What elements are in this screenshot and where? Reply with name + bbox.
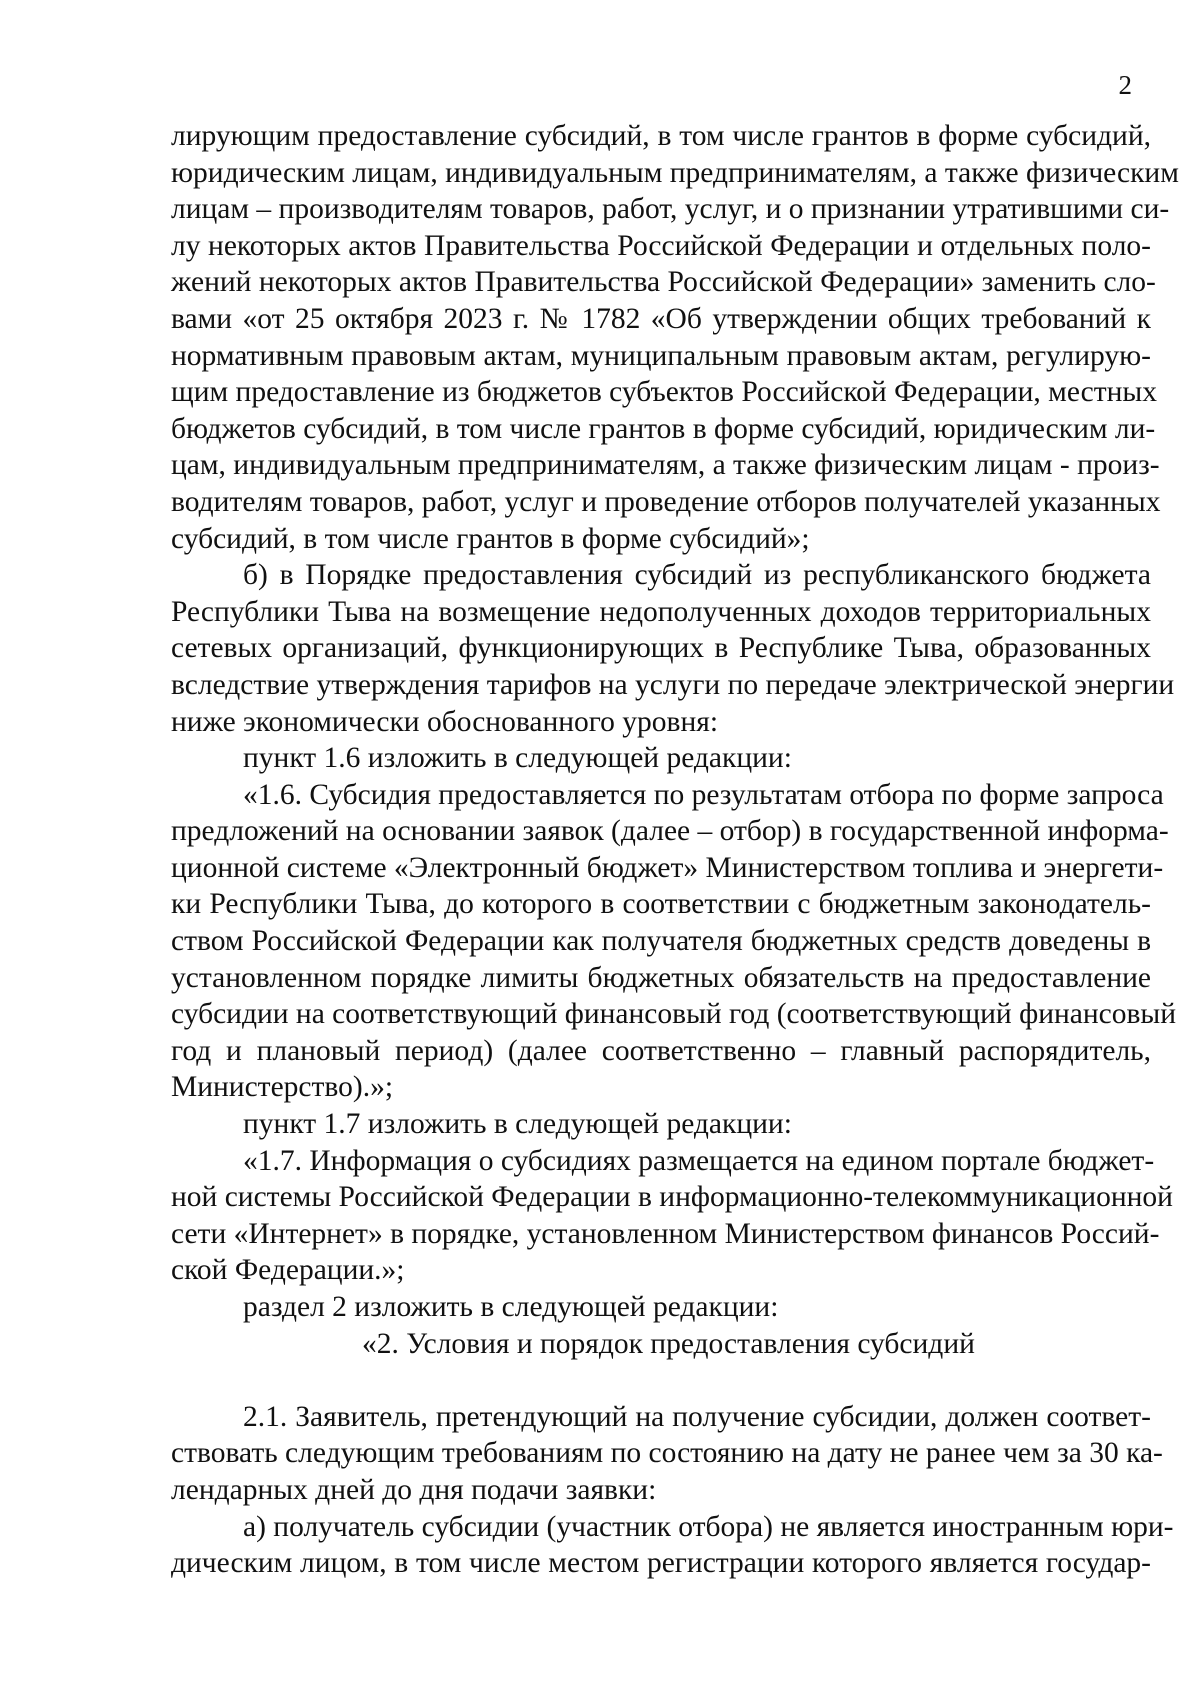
text-line: юридическим лицам, индивидуальным предпринимателям, а также физическим — [171, 156, 1179, 189]
text-line: пункт 1.7 изложить в следующей редакции: — [243, 1108, 792, 1141]
paragraph-clause-1-6 — [171, 777, 1177, 1106]
text-line: цам, индивидуальным предпринимателям, а также физическим лицам - произ- — [171, 449, 1160, 482]
text-line: ниже экономически обоснованного уровня: — [171, 705, 719, 738]
text-line: а) получатель субсидии (участник отбора) не является иностранным юри- — [243, 1510, 1174, 1543]
text-line: бюджетов субсидий, в том числе грантов в форме субсидий, юридическим ли- — [171, 412, 1156, 445]
text-line: ной системы Российской Федерации в информационно-телекоммуникационной — [171, 1181, 1173, 1214]
paragraph-continuation — [171, 118, 1179, 557]
text-line: сетевых организаций, функционирующих в Республике Тыва, образованных — [171, 632, 1151, 665]
text-line: ской Федерации.»; — [171, 1254, 405, 1287]
paragraph-a — [171, 1509, 1174, 1582]
text-line: дическим лицом, в том числе местом регистрации которого является государ- — [171, 1547, 1151, 1580]
paragraph-clause-2-1 — [171, 1399, 1163, 1509]
text-line: «1.6. Субсидия предоставляется по результатам отбора по форме запроса — [243, 778, 1164, 811]
paragraph-clause-1-7-intro — [171, 1106, 1151, 1143]
text-line: лирующим предоставление субсидий, в том числе грантов в форме субсидий, — [171, 120, 1151, 152]
text-line: субсидий, в том числе грантов в форме субсидий»; — [171, 522, 810, 555]
text-line: «1.7. Информация о субсидиях размещается на едином портале бюджет- — [243, 1144, 1155, 1177]
text-line: сети «Интернет» в порядке, установленном Министерством финансов Россий- — [171, 1217, 1160, 1250]
text-line: субсидии на соответствующий финансовый год (соответствующий финансовый — [171, 998, 1177, 1031]
document-body — [171, 118, 1179, 1582]
text-line: нормативным правовым актам, муниципальным правовым актам, регулирую- — [171, 339, 1151, 372]
text-line: вследствие утверждения тарифов на услуги по передаче электрической энергии — [171, 668, 1175, 701]
paragraph-b — [171, 557, 1175, 740]
text-line: лендарных дней до дня подачи заявки: — [171, 1473, 657, 1506]
text-line: 2.1. Заявитель, претендующий на получение субсидии, должен соответ- — [243, 1400, 1151, 1433]
text-line: год и плановый период) (далее соответственно – главный распорядитель, — [171, 1034, 1151, 1067]
blank-line — [171, 1362, 1151, 1399]
text-line: вами «от 25 октября 2023 г. № 1782 «Об утверждении общих требований к — [171, 302, 1151, 335]
text-line: лицам – производителям товаров, работ, услуг, и о признании утратившими си- — [171, 193, 1170, 226]
text-line: установленном порядке лимиты бюджетных обязательств на предоставление — [171, 961, 1151, 994]
text-line: б) в Порядке предоставления субсидий из республиканского бюджета — [243, 559, 1151, 592]
page-number: 2 — [1118, 70, 1132, 100]
text-line: ционной системе «Электронный бюджет» Министерством топлива и энергети- — [171, 851, 1164, 884]
text-line: Министерство).»; — [171, 1071, 394, 1104]
text-line: ствовать следующим требованиям по состоянию на дату не ранее чем за 30 ка- — [171, 1437, 1163, 1470]
text-line: щим предоставление из бюджетов субъектов Российской Федерации, местных — [171, 376, 1157, 409]
paragraph-clause-1-7 — [171, 1143, 1173, 1289]
text-line: ки Республики Тыва, до которого в соответствии с бюджетным законодатель- — [171, 888, 1151, 921]
text-line: лу некоторых актов Правительства Российской Федерации и отдельных поло- — [171, 229, 1151, 262]
paragraph-section-2-intro — [171, 1289, 1151, 1326]
paragraph-clause-1-6-intro — [171, 740, 1151, 777]
text-line: предложений на основании заявок (далее – отбор) в государственной информа- — [171, 815, 1169, 848]
text-line: ством Российской Федерации как получателя бюджетных средств доведены в — [171, 925, 1151, 958]
text-line: водителям товаров, работ, услуг и проведение отборов получателей указанных — [171, 485, 1161, 518]
section-heading: «2. Условия и порядок предоставления субсидий — [362, 1327, 975, 1360]
text-line: пункт 1.6 изложить в следующей редакции: — [243, 742, 792, 775]
text-line: Республики Тыва на возмещение недополученных доходов территориальных — [171, 595, 1151, 628]
text-line: раздел 2 изложить в следующей редакции: — [243, 1291, 779, 1323]
text-line: жений некоторых актов Правительства Российской Федерации» заменить сло- — [171, 266, 1156, 299]
